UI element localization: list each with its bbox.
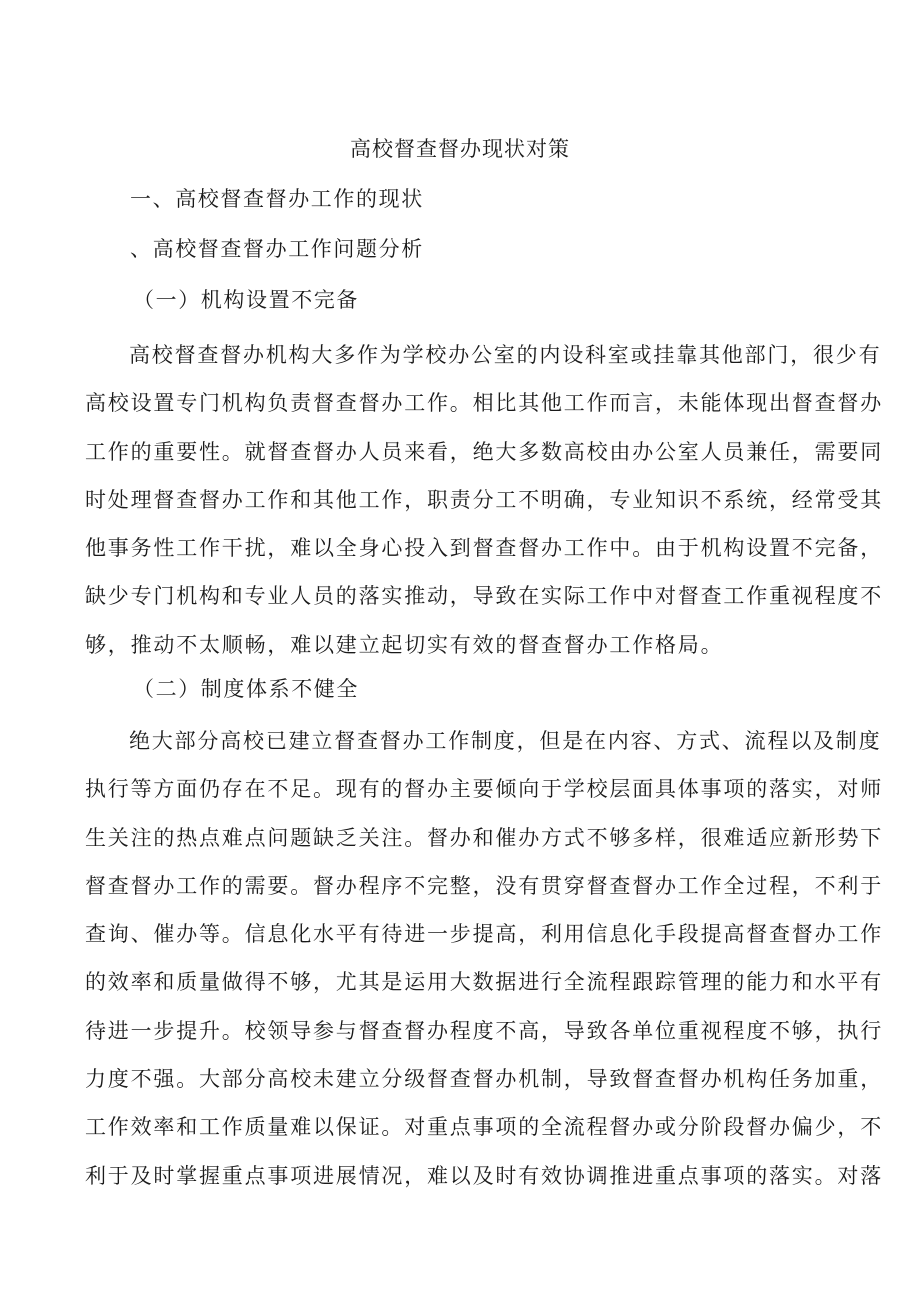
paragraph-line: 的效率和质量做得不够，尤其是运用大数据进行全流程跟踪管理的能力和水平有	[85, 970, 883, 995]
paragraph-line: 力度不强。大部分高校未建立分级督查督办机制，导致督查督办机构任务加重，	[85, 1067, 883, 1092]
paragraph-line: 时处理督查督办工作和其他工作，职责分工不明确，专业知识不系统，经常受其	[85, 487, 883, 512]
paragraph-line: 查询、催办等。信息化水平有待进一步提高，利用信息化手段提高督查督办工作	[85, 922, 883, 947]
paragraph-line: 高校督查督办机构大多作为学校办公室的内设科室或挂靠其他部门，很少有	[129, 343, 882, 367]
paragraph-line: 工作的重要性。就督查督办人员来看，绝大多数高校由办公室人员兼任，需要同	[85, 439, 883, 464]
section-heading-1: 一、高校督查督办工作的现状	[130, 187, 424, 211]
paragraph-line: 缺少专门机构和专业人员的落实推动，导致在实际工作中对督查工作重视程度不	[85, 584, 883, 609]
paragraph-institution-setup	[85, 331, 883, 669]
paragraph-line: 执行等方面仍存在不足。现有的督办主要倾向于学校层面具体事项的落实，对师	[85, 777, 883, 802]
document-title: 高校督查督办现状对策	[350, 137, 570, 161]
paragraph-line: 够，推动不太顺畅，难以建立起切实有效的督查督办工作格局。	[85, 632, 724, 657]
paragraph-line: 利于及时掌握重点事项进展情况，难以及时有效协调推进重点事项的落实。对落	[85, 1163, 883, 1188]
paragraph-line: 待进一步提升。校领导参与督查督办程度不高，导致各单位重视程度不够，执行	[85, 1018, 883, 1043]
paragraph-line: 他事务性工作干扰，难以全身心投入到督查督办工作中。由于机构设置不完备，	[85, 536, 883, 561]
paragraph-line: 生关注的热点难点问题缺乏关注。督办和催办方式不够多样，很难适应新形势下	[85, 825, 883, 850]
paragraph-line: 高校设置专门机构负责督查督办工作。相比其他工作而言，未能体现出督查督办	[85, 391, 883, 416]
paragraph-line: 工作效率和工作质量难以保证。对重点事项的全流程督办或分阶段督办偏少，不	[85, 1115, 883, 1140]
paragraph-line: 绝大部分高校已建立督查督办工作制度，但是在内容、方式、流程以及制度	[129, 729, 882, 753]
subsection-heading-1: （一）机构设置不完备	[133, 288, 359, 312]
paragraph-line: 督查督办工作的需要。督办程序不完整，没有贯穿督查督办工作全过程，不利于	[85, 873, 883, 898]
paragraph-system-framework	[85, 717, 883, 1200]
section-heading-2: 、高校督查督办工作问题分析	[130, 237, 424, 261]
subsection-heading-2: （二）制度体系不健全	[133, 677, 359, 701]
